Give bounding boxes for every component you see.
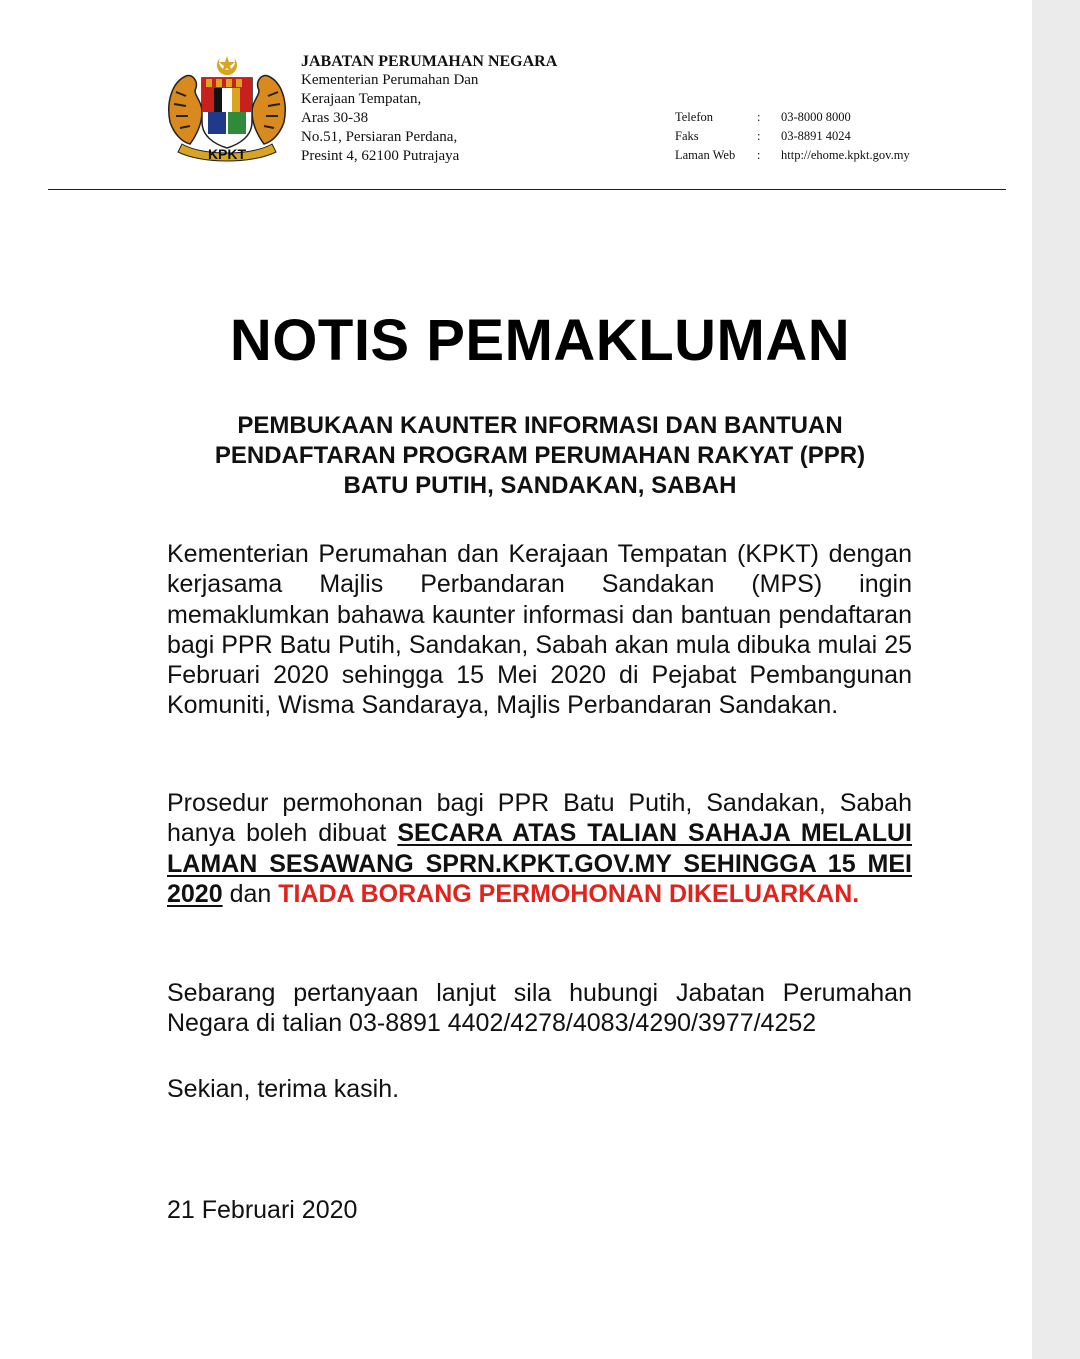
website-link[interactable]: http://ehome.kpkt.gov.my	[781, 148, 910, 162]
address-line: Presint 4, 62100 Putrajaya	[301, 148, 460, 164]
notice-title: NOTIS PEMAKLUMAN	[229, 308, 851, 373]
contact-separator: :	[757, 148, 761, 162]
contact-separator: :	[757, 129, 761, 143]
subtitle-line: BATU PUTIH, SANDAKAN, SABAH	[343, 472, 737, 499]
procedure-connector: dan	[222, 879, 279, 908]
contact-block	[675, 108, 941, 165]
paragraph-announcement: Kementerian Perumahan dan Kerajaan Tempatan (KPKT) dengan kerjasama Majlis Perbandaran Sandakan (MPS) ingin memaklumkan bahawa kaunter informasi dan bantuan pendaftaran bagi PPR Batu Putih, Sandakan, Sabah akan mula dibuka mulai 25 Februari 2020 sehingga 15 Mei 2020 di Pejabat Pembangunan Komuniti, Wisma Sandaraya, Majlis Perbandaran Sandakan.	[167, 540, 912, 720]
viewer-background	[1032, 0, 1080, 1359]
contact-value: 03-8000 8000	[781, 110, 851, 124]
letterhead-address	[301, 52, 631, 166]
contact-value: 03-8891 4024	[781, 129, 851, 143]
paragraph-procedure	[167, 788, 912, 909]
contact-row-website	[675, 146, 941, 165]
contact-label: Faks	[675, 129, 699, 143]
contact-row-faks	[675, 127, 941, 146]
contact-separator: :	[757, 110, 761, 124]
subtitle-line: PEMBUKAAN KAUNTER INFORMASI DAN BANTUAN	[237, 412, 843, 439]
procedure-lead: Prosedur permohonan bagi PPR Batu Putih, Sandakan, Sabah hanya boleh dibuat	[167, 789, 912, 848]
contact-label: Telefon	[675, 110, 713, 124]
closing-text: Sekian, terima kasih.	[167, 1075, 400, 1103]
header-divider	[48, 189, 1006, 190]
address-line: No.51, Persiaran Perdana,	[301, 129, 458, 145]
paragraph-enquiries: Sebarang pertanyaan lanjut sila hubungi Jabatan Perumahan Negara di talian 03-8891 4402/4278/4083/4290/3977/4252	[167, 979, 912, 1038]
address-line: Aras 30-38	[301, 110, 369, 126]
contact-label: Laman Web	[675, 148, 736, 162]
procedure-no-forms-warning: TIADA BORANG PERMOHONAN DIKELUARKAN.	[278, 879, 860, 908]
contact-row-telefon	[675, 108, 941, 127]
subtitle-line: PENDAFTARAN PROGRAM PERUMAHAN RAKYAT (PPR)	[214, 442, 866, 469]
org-name: JABATAN PERUMAHAN NEGARA	[301, 53, 558, 70]
address-line: Kementerian Perumahan Dan	[301, 72, 479, 88]
procedure-online-only: SECARA ATAS TALIAN SAHAJA MELALUI LAMAN SESAWANG SPRN.KPKT.GOV.MY SEHINGGA 15 MEI 2020	[167, 819, 912, 908]
address-line: Kerajaan Tempatan,	[301, 91, 422, 107]
logo-text: KPKT	[207, 146, 247, 162]
notice-date: 21 Februari 2020	[167, 1196, 358, 1224]
notice-subtitle	[0, 411, 1080, 501]
